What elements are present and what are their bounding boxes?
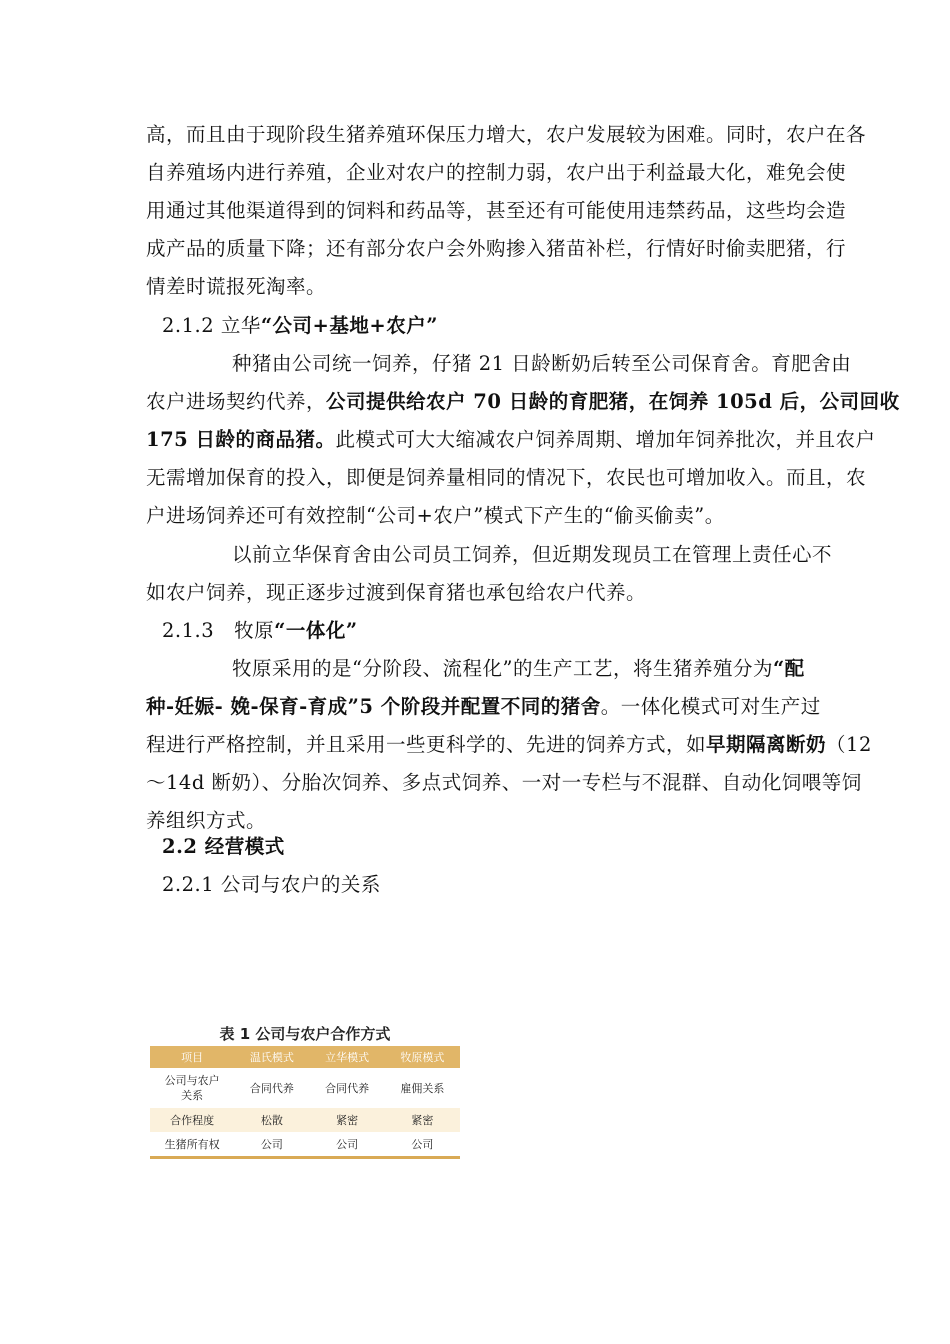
paragraph-line: 户进场饲养还可有效控制“公司+农户”模式下产生的“偷买偷卖”。 bbox=[146, 504, 725, 527]
text-run: 牧原采用的是“分阶段、流程化”的生产工艺，将生猪养殖分为 bbox=[232, 657, 773, 680]
text-run: 程进行严格控制，并且采用一些更科学的、先进的饲养方式，如 bbox=[146, 733, 707, 756]
section-heading-2-1-3 bbox=[162, 612, 842, 650]
heading-title: “公司+基地+农户” bbox=[260, 314, 438, 337]
table-row bbox=[150, 1108, 460, 1132]
table-cell: 公司 bbox=[336, 1138, 359, 1151]
table-cell: 公司 bbox=[411, 1138, 434, 1151]
paragraph-line: 成产品的质量下降；还有部分农户会外购掺入猪苗补栏，行情好时偷卖肥猪，行 bbox=[146, 237, 847, 260]
bold-text-run: 175 日龄的商品猪。 bbox=[146, 428, 336, 451]
table-bottom-rule bbox=[150, 1156, 460, 1159]
table-cell: 公司 bbox=[260, 1138, 283, 1151]
paragraph-line bbox=[146, 726, 872, 764]
paragraph-line bbox=[146, 383, 900, 421]
paragraph-line: 自养殖场内进行养殖，企业对农户的控制力弱，农户出于利益最大化，难免会使 bbox=[146, 161, 847, 184]
paragraph-line: 养组织方式。 bbox=[146, 809, 267, 832]
paragraph-line: ～14d 断奶）、分胎次饲养、多点式饲养、一对一专栏与不混群、自动化饲喂等饲 bbox=[146, 771, 862, 794]
paragraph-line: 情差时谎报死淘率。 bbox=[146, 275, 327, 298]
table-header-cell: 牧原模式 bbox=[400, 1051, 445, 1064]
paragraph-line: 用通过其他渠道得到的饲料和药品等，甚至还有可能使用违禁药品，这些均会造 bbox=[146, 199, 847, 222]
table-cell: 合同代养 bbox=[325, 1081, 370, 1095]
cell-label-line: 关系 bbox=[181, 1089, 204, 1102]
table-header-cell: 立华模式 bbox=[325, 1051, 370, 1064]
paragraph-line: 无需增加保育的投入，即便是饲养量相同的情况下，农民也可增加收入。而且，农 bbox=[146, 466, 867, 489]
section-heading-2-2: 2.2 经营模式 bbox=[162, 835, 285, 858]
table-header-cell: 温氏模式 bbox=[249, 1051, 294, 1064]
bold-text-run: 早期隔离断奶 bbox=[706, 733, 827, 756]
bold-text-run: 公司提供给农户 70 日龄的育肥猪，在饲养 105d 后，公司回收 bbox=[326, 390, 900, 413]
bold-text-run: 种-妊娠- 娩-保育-育成”5 个阶段并配置不同的猪舍 bbox=[146, 695, 601, 718]
table-cell: 松散 bbox=[260, 1114, 283, 1127]
heading-number: 2.1.3 牧原 bbox=[162, 619, 275, 642]
table-cell: 合作程度 bbox=[170, 1114, 215, 1127]
table-row bbox=[150, 1068, 460, 1108]
table-cell: 生猪所有权 bbox=[164, 1138, 220, 1151]
table-figure bbox=[150, 1022, 460, 1159]
cell-label-line: 公司与农户 bbox=[164, 1074, 220, 1087]
paragraph-line: 高，而且由于现阶段生猪养殖环保压力增大，农户发展较为困难。同时，农户在各 bbox=[146, 123, 867, 146]
table-title: 表 1 公司与农户合作方式 bbox=[219, 1025, 391, 1043]
heading-title: “一体化” bbox=[274, 619, 358, 642]
table-cell: 雇佣关系 bbox=[400, 1081, 445, 1095]
paragraph-line: 如农户饲养，现正逐步过渡到保育猪也承包给农户代养。 bbox=[146, 581, 647, 604]
table-header-cell: 项目 bbox=[181, 1051, 204, 1064]
paragraph-line bbox=[146, 688, 826, 726]
section-heading-2-1-2 bbox=[162, 307, 842, 345]
text-run: （12 bbox=[826, 733, 872, 756]
paragraph-line bbox=[146, 421, 876, 459]
table-cell: 合同代养 bbox=[249, 1081, 294, 1095]
table-header-row bbox=[150, 1046, 460, 1068]
text-run: 此模式可大大缩减农户饲养周期、增加年饲养批次，并且农户 bbox=[335, 428, 876, 451]
section-heading-2-2-1: 2.2.1 公司与农户的关系 bbox=[162, 873, 381, 896]
table-cell: 紧密 bbox=[336, 1114, 359, 1127]
cooperation-table bbox=[150, 1046, 460, 1156]
table-row bbox=[150, 1132, 460, 1156]
paragraph-line bbox=[232, 650, 912, 688]
paragraph-line: 种猪由公司统一饲养，仔猪 21 日龄断奶后转至公司保育舍。育肥舍由 bbox=[232, 352, 852, 375]
table-cell bbox=[150, 1068, 234, 1108]
bold-text-run: “配 bbox=[772, 657, 805, 680]
text-run: 。一体化模式可对生产过 bbox=[600, 695, 821, 718]
heading-number: 2.1.2 立华 bbox=[162, 314, 261, 337]
table-cell: 紧密 bbox=[411, 1114, 434, 1127]
paragraph-line: 以前立华保育舍由公司员工饲养，但近期发现员工在管理上责任心不 bbox=[232, 543, 833, 566]
text-run: 农户进场契约代养， bbox=[146, 390, 327, 413]
